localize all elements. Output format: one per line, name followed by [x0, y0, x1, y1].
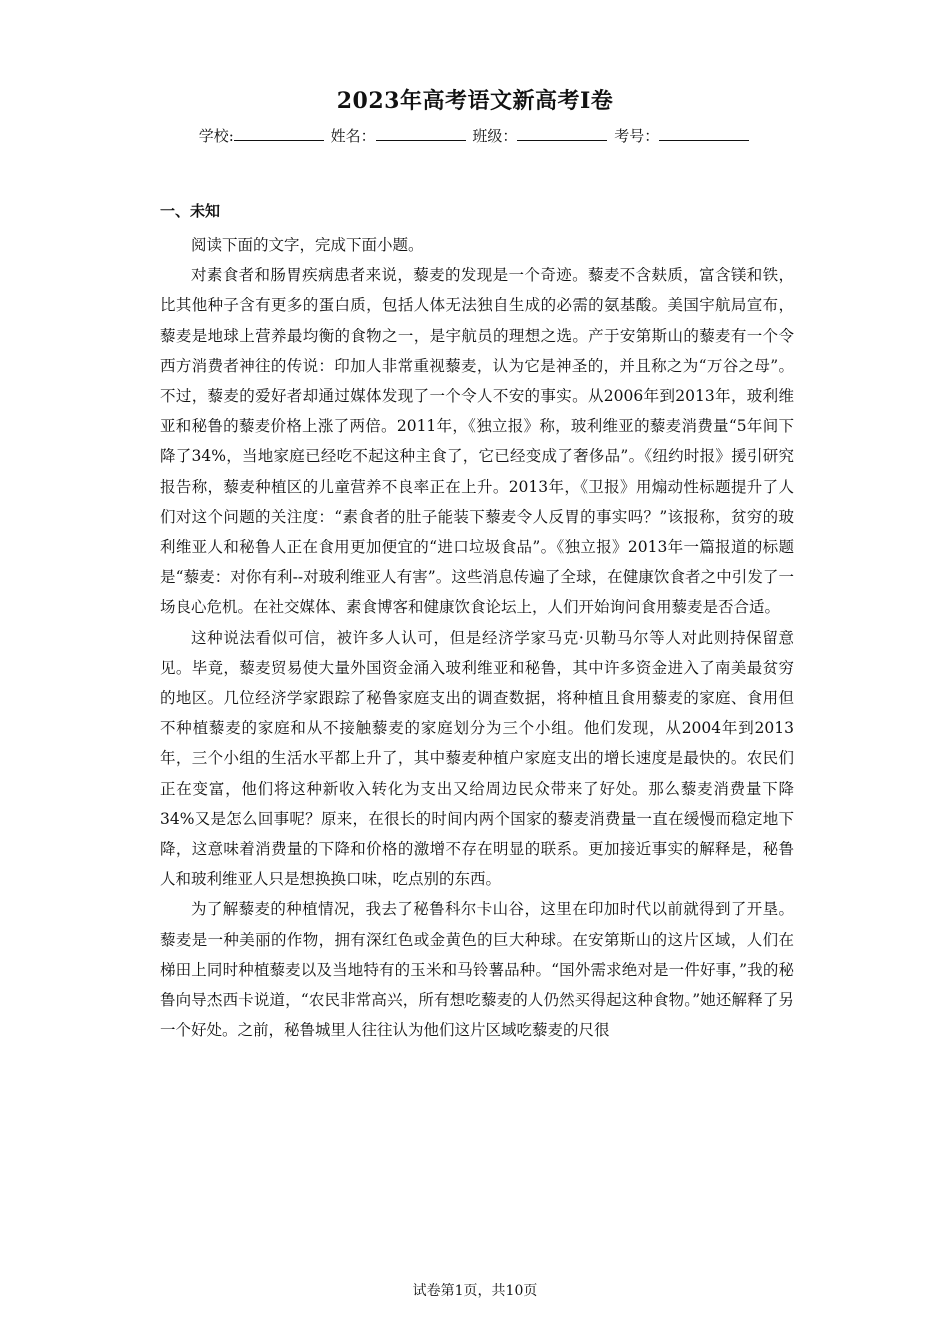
number-label: 考号：: [614, 127, 660, 145]
student-info-fields: [0, 125, 950, 146]
name-label: 姓名：: [330, 127, 376, 145]
page-footer: 试卷第1页，共10页: [412, 1283, 538, 1299]
exam-title: 2023年高考语文新高考Ⅰ卷: [336, 88, 614, 114]
instruction-paragraph: 阅读下面的文字，完成下面小题。: [191, 236, 424, 254]
passage-paragraph: 对素食者和肠胃疾病患者来说，藜麦的发现是一个奇迹。藜麦不含麸质，富含镁和铁，比其他种子含有更多的蛋白质，包括人体无法独自生成的必需的氨基酸。美国宇航局宣布，藜麦是地球上营养最均衡的食物之一，是宇航员的理想之选。产于安第斯山的藜麦有一个令西方消费者神往的传说：印加人非常重视藜麦，认为它是神圣的，并且称之为“万谷之母”。不过，藜麦的爱好者却通过媒体发现了一个令人不安的事实。从2006年到2013年，玻利维亚和秘鲁的藜麦价格上涨了两倍。2011年，《独立报》称，玻利维亚的藜麦消费量“5年间下降了34%，当地家庭已经吃不起这种主食了，它已经变成了奢侈品”。《纽约时报》援引研究报告称，藜麦种植区的儿童营养不良率正在上升。2013年，《卫报》用煽动性标题提升了人们对这个问题的关注度：“素食者的肚子能装下藜麦令人反胃的事实吗？”该报称，贫穷的玻利维亚人和秘鲁人正在食用更加便宜的“进口垃圾食品”。《独立报》2013年一篇报道的标题是“藜麦：对你有利--对玻利维亚人有害”。这些消息传遍了全球，在健康饮食者之中引发了一场良心危机。在社交媒体、素食博客和健康饮食论坛上，人们开始询问食用藜麦是否合适。: [160, 266, 794, 617]
reading-passage: [160, 230, 794, 1045]
school-blank[interactable]: [234, 126, 324, 141]
name-blank[interactable]: [376, 126, 466, 141]
passage-paragraph: 为了解藜麦的种植情况，我去了秘鲁科尔卡山谷，这里在印加时代以前就得到了开垦。藜麦是一种美丽的作物，拥有深红色或金黄色的巨大种球。在安第斯山的这片区域，人们在梯田上同时种植藜麦以及当地特有的玉米和马铃薯品种。“国外需求绝对是一件好事，”我的秘鲁向导杰西卡说道，“农民非常高兴，所有想吃藜麦的人仍然买得起这种食物。”她还解释了另一个好处。之前，秘鲁城里人往往认为他们这片区域吃藜麦的尺很: [160, 900, 794, 1040]
class-blank[interactable]: [517, 126, 607, 141]
class-label: 班级：: [472, 127, 518, 145]
number-blank[interactable]: [659, 126, 749, 141]
passage-paragraph: 这种说法看似可信，被许多人认可，但是经济学家马克·贝勒马尔等人对此则持保留意见。毕竟，藜麦贸易使大量外国资金涌入玻利维亚和秘鲁，其中许多资金进入了南美最贫穷的地区。几位经济学家跟踪了秘鲁家庭支出的调查数据，将种植且食用藜麦的家庭、食用但不种植藜麦的家庭和从不接触藜麦的家庭划分为三个小组。他们发现，从2004年到2013年，三个小组的生活水平都上升了，其中藜麦种植户家庭支出的增长速度是最快的。农民们正在变富，他们将这种新收入转化为支出又给周边民众带来了好处。那么藜麦消费量下降34%又是怎么回事呢？原来，在很长的时间内两个国家的藜麦消费量一直在缓慢而稳定地下降，这意味着消费量的下降和价格的激增不存在明显的联系。更加接近事实的解释是，秘鲁人和玻利维亚人只是想换换口味，吃点别的东西。: [160, 628, 794, 889]
school-label: 学校:: [198, 127, 234, 145]
section-heading: 一、未知: [160, 202, 221, 220]
